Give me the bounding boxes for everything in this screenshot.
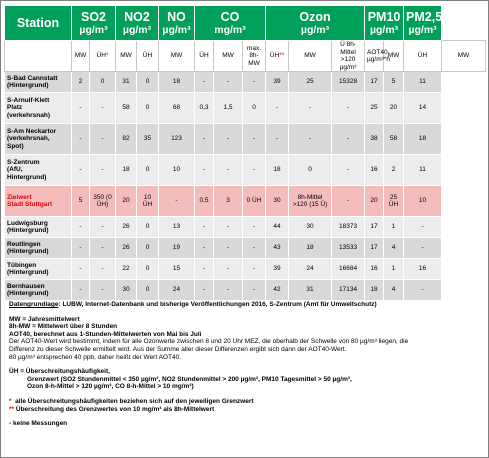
station-cell [5, 72, 72, 93]
table-cell: 18373 [332, 217, 365, 238]
table-cell: 26 [116, 238, 137, 259]
station-cell [5, 238, 72, 259]
station-line: S-Zentrum [7, 158, 40, 166]
table-cell: - [90, 259, 116, 280]
table-cell: 18 [159, 72, 195, 93]
table-cell: - [243, 124, 266, 155]
table-cell: - [289, 93, 332, 124]
table-row [5, 217, 486, 238]
subheader-station [5, 41, 72, 72]
table-cell: 2 [72, 72, 90, 93]
table-cell: 8h-Mittel >120 (15 Ü) [289, 186, 332, 217]
table-cell: 3 [214, 186, 243, 217]
header-pm10: PM10 µg/m³ [365, 6, 404, 41]
table-cell: - [214, 155, 243, 186]
station-line: Zielwert [7, 193, 32, 201]
table-cell: - [243, 155, 266, 186]
subheader-cell: MW [384, 41, 404, 72]
station-cell [5, 93, 72, 124]
table-cell: - [72, 280, 90, 301]
note-aot-desc1: Der AOT40-Wert wird bestimmt, indem für alle Ozonwerte zwischen 8 und 20 Uhr MEZ, die oberhalb der Schwelle von 80 µg/m³ liegen, die [9, 338, 409, 346]
table-cell: - [214, 238, 243, 259]
header-row [5, 6, 486, 41]
station-line: Bernhausen [7, 282, 45, 290]
table-cell: 18 [266, 155, 289, 186]
table-cell: - [214, 280, 243, 301]
table-cell: - [195, 238, 214, 259]
table-cell: - [332, 93, 365, 124]
table-cell: 24 [159, 280, 195, 301]
header-co: CO mg/m³ [195, 6, 266, 41]
note-star1: * alle Überschreitungshäufigkeiten beziehen sich auf den jeweiligen Grenzwert [9, 397, 254, 405]
station-line: (Hintergrund) [7, 290, 49, 297]
table-cell: 18 [404, 124, 442, 155]
table-cell: - [195, 217, 214, 238]
table-cell: 0 ÜH [243, 186, 266, 217]
station-line: Hintergrund) [7, 173, 47, 181]
table-cell: 44 [266, 217, 289, 238]
table-cell: - [195, 155, 214, 186]
air-quality-table [4, 5, 486, 301]
note-uh2: Ozon 8-h-Mittel > 120 µg/m³, CO 8-h-Mittel > 10 mg/m³) [27, 383, 194, 391]
table-cell: 16 [365, 259, 384, 280]
table-cell: - [72, 155, 90, 186]
subheader-cell: MW [159, 41, 195, 72]
table-cell: 0 [137, 259, 159, 280]
table-cell: 17 [365, 72, 384, 93]
table-cell: 17134 [332, 280, 365, 301]
table-cell: 68 [159, 93, 195, 124]
header-so2: SO2 µg/m³ [72, 6, 116, 41]
header-ozon: Ozon µg/m³ [266, 6, 365, 41]
table-cell: - [289, 124, 332, 155]
table-row [5, 72, 486, 93]
table-cell: 30 [289, 217, 332, 238]
table-cell: 35 [137, 124, 159, 155]
subheader-cell: ÜH [404, 41, 442, 72]
subheader-cell: AOT40 µg/m³*h [365, 41, 384, 72]
note-mw: MW = Jahresmittelwert [9, 315, 80, 323]
note-dash: - keine Messungen [9, 420, 68, 428]
target-row [5, 186, 486, 217]
note-aot-desc3: 80 µg/m³ entsprechen 40 ppb, daher heißt der Wert AOT40. [9, 353, 181, 361]
table-cell: - [404, 280, 442, 301]
table-cell: 11 [404, 155, 442, 186]
subheader-cell: Ü 8h-Mittel >120 µg/m³ [332, 41, 365, 72]
station-cell [5, 155, 72, 186]
table-cell: 25 [365, 93, 384, 124]
station-line: S-Bad Cannstatt [7, 74, 58, 82]
table-cell: 13533 [332, 238, 365, 259]
table-cell: 1 [384, 259, 404, 280]
station-line: (Hintergrund) [7, 227, 49, 234]
table-row [5, 280, 486, 301]
table-cell: 0 [137, 238, 159, 259]
table-cell: 16684 [332, 259, 365, 280]
table-cell: 18 [289, 238, 332, 259]
table-cell: 24 [289, 259, 332, 280]
table-cell: 0 [289, 155, 332, 186]
table-cell: 123 [159, 124, 195, 155]
table-cell: 0,3 [195, 93, 214, 124]
table-cell: - [404, 217, 442, 238]
table-cell: 58 [384, 124, 404, 155]
header-no2: NO2 µg/m³ [116, 6, 159, 41]
table-cell: 4 [384, 238, 404, 259]
table-cell: 1 [384, 217, 404, 238]
table-cell: 0 [137, 155, 159, 186]
table-cell: 17 [365, 217, 384, 238]
table-cell: 20 [116, 186, 137, 217]
table-cell: 2 [384, 155, 404, 186]
subheader-cell: MW [442, 41, 486, 72]
station-cell [5, 217, 72, 238]
table-cell: - [332, 124, 365, 155]
table-cell: 0 [243, 93, 266, 124]
note-star2: ** Überschreitung des Grenzwertes von 10 mg/m³ als 8h-Mittelwert [9, 405, 215, 413]
table-cell: 10 [404, 186, 442, 217]
table-cell: - [195, 72, 214, 93]
station-line: (Hintergrund) [7, 248, 49, 255]
note-mw8: 8h-MW = Mittelwert über 8 Stunden [9, 323, 118, 331]
table-cell: - [72, 217, 90, 238]
table-cell: - [266, 93, 289, 124]
table-cell: 20 [384, 93, 404, 124]
table-cell: - [195, 280, 214, 301]
station-line: (AfU, [7, 166, 23, 174]
table-cell: - [90, 238, 116, 259]
table-cell: 39 [266, 72, 289, 93]
table-cell: - [243, 238, 266, 259]
table-cell: - [214, 259, 243, 280]
table-cell: 350 (0 ÜH) [90, 186, 116, 217]
table-cell: 15328 [332, 72, 365, 93]
station-cell [5, 280, 72, 301]
subheader-cell: ÜH [195, 41, 214, 72]
table-cell: 5 [72, 186, 90, 217]
station-line: Ludwigsburg [7, 219, 48, 227]
table-cell: - [243, 217, 266, 238]
station-line: (verkehrsnah) [7, 111, 50, 119]
table-cell: 0 [137, 217, 159, 238]
note-aot: AOT40, berechnet aus 1-Stunden-Mittelwerten von Mai bis Juli [9, 330, 202, 338]
station-line: (Hintergrund) [7, 82, 49, 89]
table-cell: 15 [159, 259, 195, 280]
note-uh: ÜH = Überschreitungshäufigkeit, [9, 368, 110, 376]
table-cell: 39 [266, 259, 289, 280]
table-cell: 31 [289, 280, 332, 301]
subheader-cell: ÜH** [266, 41, 289, 72]
table-cell: 0,5 [195, 186, 214, 217]
subheader-cell: MW [214, 41, 243, 72]
table-row [5, 93, 486, 124]
station-line: Tübingen [7, 261, 37, 269]
station-line: S-Am Neckartor [7, 127, 57, 135]
header-station: Station [5, 6, 72, 41]
table-cell: - [159, 186, 195, 217]
table-cell: 20 [365, 186, 384, 217]
subheader-cell: MW [289, 41, 332, 72]
station-line: Reutlingen [7, 240, 41, 248]
station-line: S-Arnulf-Klett [7, 96, 50, 104]
station-cell [5, 124, 72, 155]
table-cell: 0 [137, 93, 159, 124]
table-cell: 14 [404, 93, 442, 124]
table-cell: - [332, 155, 365, 186]
table-cell: - [332, 186, 365, 217]
table-cell: - [214, 72, 243, 93]
station-line: (verkehrsnah, [7, 135, 50, 143]
station-line: Platz [7, 104, 23, 112]
table-cell: - [243, 259, 266, 280]
table-cell: - [90, 280, 116, 301]
table-cell: 16 [365, 155, 384, 186]
table-row [5, 238, 486, 259]
table-cell: 18 [116, 155, 137, 186]
table-cell: 11 [404, 72, 442, 93]
table-cell: 16 [404, 259, 442, 280]
table-cell: 10 ÜH [137, 186, 159, 217]
table-cell: - [404, 238, 442, 259]
table-cell: - [195, 259, 214, 280]
table-cell: 1,5 [214, 93, 243, 124]
table-cell: - [195, 124, 214, 155]
station-line: Spot) [7, 142, 24, 150]
data-rows [5, 72, 486, 301]
table-cell: - [243, 72, 266, 93]
station-line: (Hintergrund) [7, 269, 49, 276]
table-cell: 5 [384, 72, 404, 93]
table-cell: - [90, 217, 116, 238]
note-uh1: Grenzwert (SO2 Stundenmittel < 350 µg/m³, NO2 Stundenmittel > 200 µg/m³, PM10 Tagesmittel > 50 µg/m³, [27, 375, 352, 383]
table-cell: - [266, 124, 289, 155]
table-cell: 42 [266, 280, 289, 301]
subheader-row [5, 41, 486, 72]
table-cell: 31 [116, 72, 137, 93]
table-cell: - [214, 217, 243, 238]
table-cell: 38 [365, 124, 384, 155]
table-cell: - [72, 124, 90, 155]
note-aot-desc2: Differenz zu dieser Schwelle ermittelt wird. Aus der Summe aller dieser Differenzen ergibt sich dann der AOT40-Wert. [9, 345, 347, 353]
station-cell [5, 186, 72, 217]
table-cell: 22 [116, 259, 137, 280]
subheader-cell: MW [116, 41, 137, 72]
table-row [5, 124, 486, 155]
table-cell: 4 [384, 280, 404, 301]
table-cell: 25 ÜH [384, 186, 404, 217]
table-cell: - [90, 124, 116, 155]
table-cell: - [90, 155, 116, 186]
table-cell: 25 [289, 72, 332, 93]
table-row [5, 155, 486, 186]
table-cell: 10 [159, 155, 195, 186]
table-cell: 18 [365, 280, 384, 301]
table-cell: - [72, 238, 90, 259]
subheader-cell: max. 8h-MW [243, 41, 266, 72]
table-cell: 26 [116, 217, 137, 238]
table-cell: 30 [266, 186, 289, 217]
subheader-cell: ÜH* [90, 41, 116, 72]
table-cell: - [90, 93, 116, 124]
table-cell: 0 [137, 280, 159, 301]
table-cell: 30 [116, 280, 137, 301]
table-cell: - [243, 280, 266, 301]
subheader-cell: ÜH [137, 41, 159, 72]
table-row [5, 259, 486, 280]
subheader-cell: MW [72, 41, 90, 72]
table-cell: 17 [365, 238, 384, 259]
table-cell: 13 [159, 217, 195, 238]
table-cell: - [72, 93, 90, 124]
table-cell: 19 [159, 238, 195, 259]
source-note: Datengrundlage: LUBW, Internet-Datenbank und bisherige Veröffentlichungen 2016, S-Zentrum (Amt für Umweltschutz) [9, 301, 377, 308]
table-cell: 0 [137, 72, 159, 93]
station-line: Stadt Stuttgart [7, 201, 53, 208]
notes-section [9, 301, 481, 428]
table-cell: 0 [90, 72, 116, 93]
table-cell: - [72, 259, 90, 280]
station-cell [5, 259, 72, 280]
header-pm25: PM2,5 µg/m³ [404, 6, 442, 41]
table-cell: 82 [116, 124, 137, 155]
table-cell: 43 [266, 238, 289, 259]
table-cell: 58 [116, 93, 137, 124]
table-cell: - [214, 124, 243, 155]
header-no: NO µg/m³ [159, 6, 195, 41]
